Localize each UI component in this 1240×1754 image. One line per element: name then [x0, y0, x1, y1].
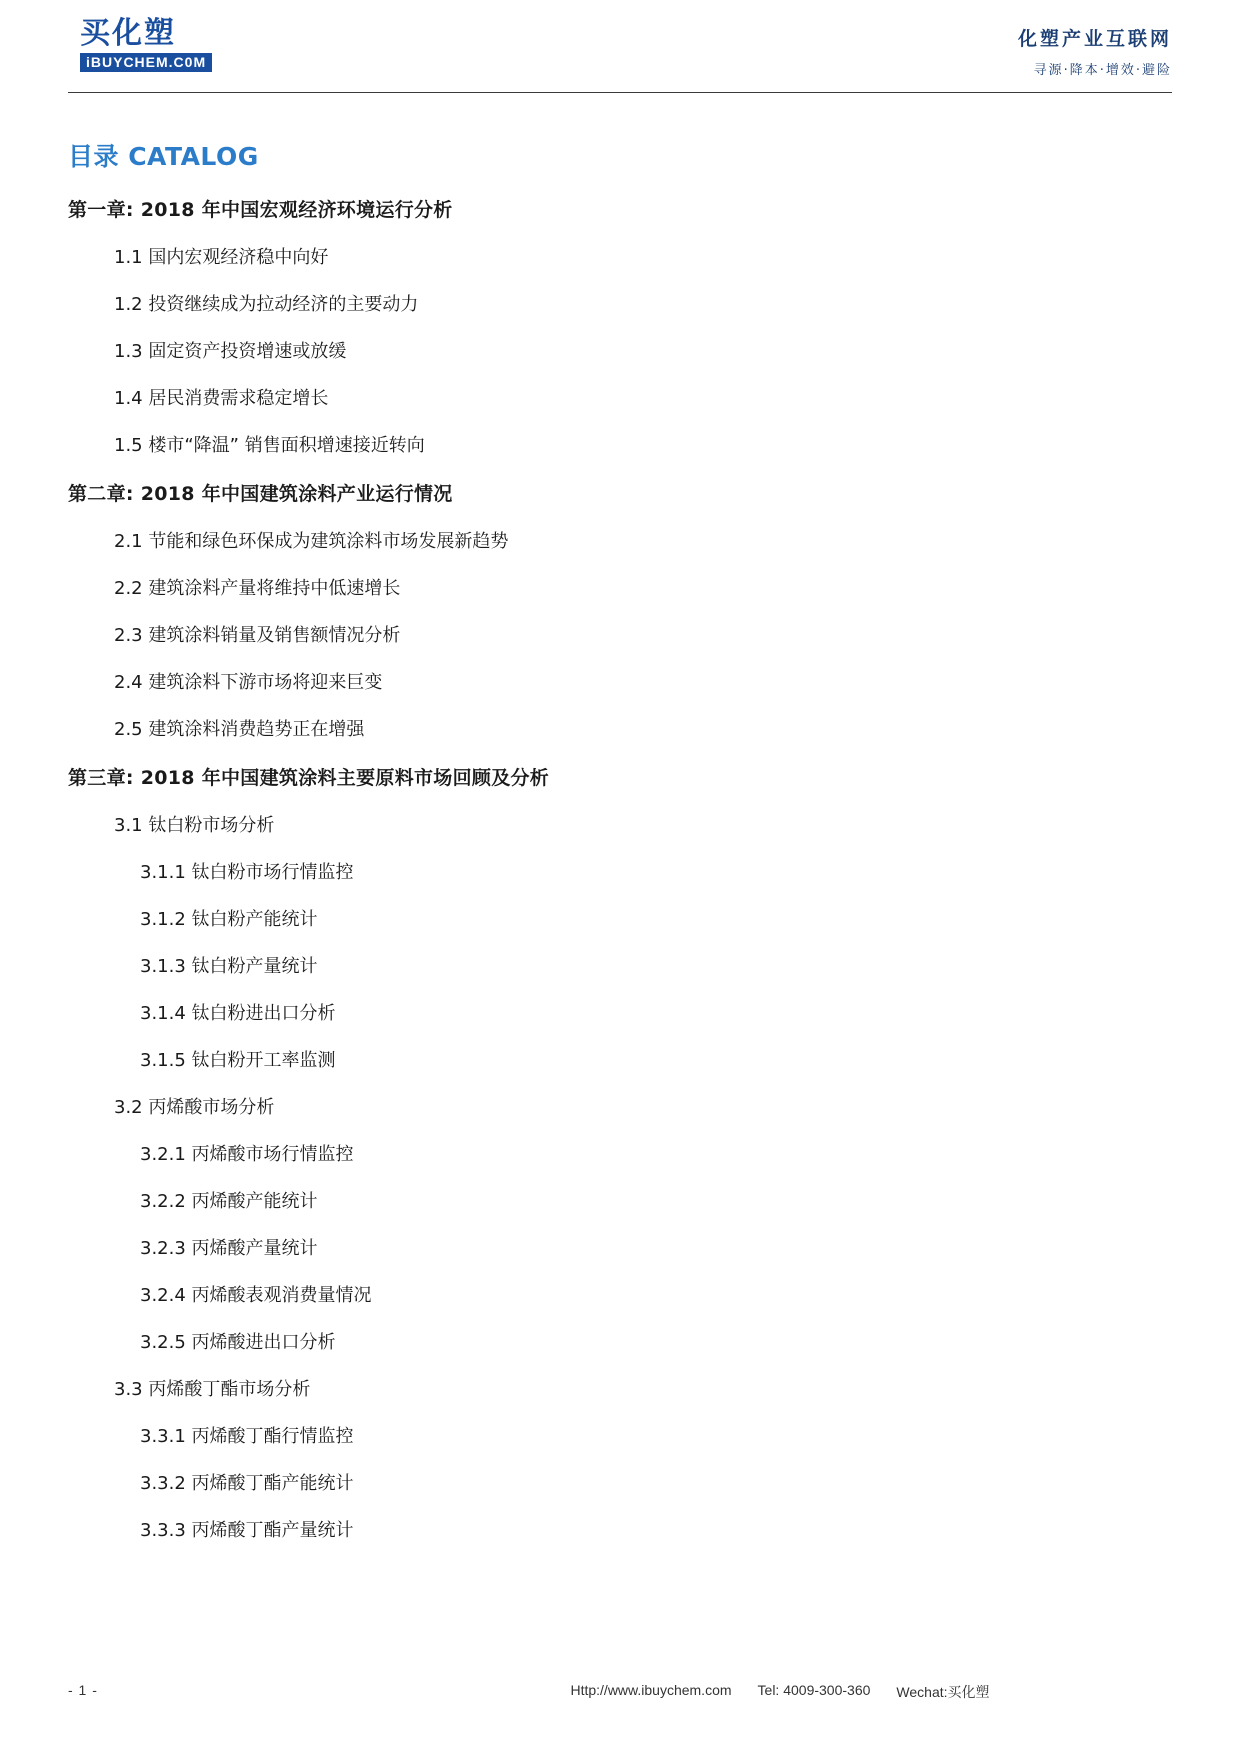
logo-chinese-text: 买化塑 — [80, 16, 176, 51]
toc-entry[interactable]: 3.1.5 钛白粉开工率监测 — [140, 1050, 336, 1071]
header-divider — [68, 92, 1172, 93]
logo-english-text: iBUYCHEM.C0M — [80, 53, 212, 72]
footer-contact-info — [268, 1682, 1172, 1702]
toc-entry[interactable]: 3.1 钛白粉市场分析 — [114, 815, 275, 836]
page-header — [68, 0, 1172, 86]
footer-website: Http://www.ibuychem.com — [570, 1682, 732, 1698]
header-title: 化塑产业互联网 — [1017, 28, 1172, 50]
toc-entry[interactable]: 1.5 楼市“降温” 销售面积增速接近转向 — [114, 435, 425, 456]
toc-entry[interactable]: 3.1.1 钛白粉市场行情监控 — [140, 862, 354, 883]
toc-entry[interactable]: 1.2 投资继续成为拉动经济的主要动力 — [114, 294, 419, 315]
brand-logo — [68, 18, 212, 72]
toc-entry[interactable]: 1.1 国内宏观经济稳中向好 — [114, 247, 329, 268]
toc-entry[interactable]: 1.3 固定资产投资增速或放缓 — [114, 341, 347, 362]
footer-telephone: Tel: 4009-300-360 — [757, 1682, 871, 1698]
header-subtitle: 寻源·降本·增效·避险 — [1033, 63, 1172, 78]
header-tagline-block — [1018, 18, 1172, 78]
toc-entry[interactable]: 2.5 建筑涂料消费趋势正在增强 — [114, 719, 365, 740]
toc-entry[interactable]: 3.2.5 丙烯酸进出口分析 — [140, 1332, 336, 1353]
toc-entry[interactable]: 3.2.2 丙烯酸产能统计 — [140, 1191, 318, 1212]
page-footer — [68, 1682, 1172, 1702]
toc-entry[interactable]: 1.4 居民消费需求稳定增长 — [114, 388, 329, 409]
toc-entry[interactable]: 2.3 建筑涂料销量及销售额情况分析 — [114, 625, 401, 646]
toc-entry[interactable]: 3.3.1 丙烯酸丁酯行情监控 — [140, 1426, 354, 1447]
toc-chapter-entry[interactable]: 第一章: 2018 年中国宏观经济环境运行分析 — [68, 199, 453, 221]
toc-chapter-entry[interactable]: 第二章: 2018 年中国建筑涂料产业运行情况 — [68, 483, 453, 505]
toc-entry[interactable]: 3.2.1 丙烯酸市场行情监控 — [140, 1144, 354, 1165]
toc-entry[interactable]: 3.1.4 钛白粉进出口分析 — [140, 1003, 336, 1024]
toc-entry[interactable]: 3.3.3 丙烯酸丁酯产量统计 — [140, 1520, 354, 1541]
toc-chapter-entry[interactable]: 第三章: 2018 年中国建筑涂料主要原料市场回顾及分析 — [68, 767, 550, 789]
toc-entry[interactable]: 3.2.3 丙烯酸产量统计 — [140, 1238, 318, 1259]
toc-entry[interactable]: 3.3.2 丙烯酸丁酯产能统计 — [140, 1473, 354, 1494]
toc-entry[interactable]: 2.2 建筑涂料产量将维持中低速增长 — [114, 578, 401, 599]
toc-entry[interactable]: 2.1 节能和绿色环保成为建筑涂料市场发展新趋势 — [114, 531, 509, 552]
footer-wechat: Wechat:买化塑 — [896, 1684, 990, 1700]
toc-entry[interactable]: 3.1.2 钛白粉产能统计 — [140, 909, 318, 930]
toc-entry[interactable]: 3.2 丙烯酸市场分析 — [114, 1097, 275, 1118]
table-of-contents — [68, 195, 1172, 1542]
toc-entry[interactable]: 2.4 建筑涂料下游市场将迎来巨变 — [114, 672, 383, 693]
page-number: - 1 - — [68, 1682, 98, 1698]
page-title: 目录 CATALOG — [68, 142, 259, 171]
toc-entry[interactable]: 3.3 丙烯酸丁酯市场分析 — [114, 1379, 311, 1400]
toc-entry[interactable]: 3.1.3 钛白粉产量统计 — [140, 956, 318, 977]
toc-entry[interactable]: 3.2.4 丙烯酸表观消费量情况 — [140, 1285, 372, 1306]
